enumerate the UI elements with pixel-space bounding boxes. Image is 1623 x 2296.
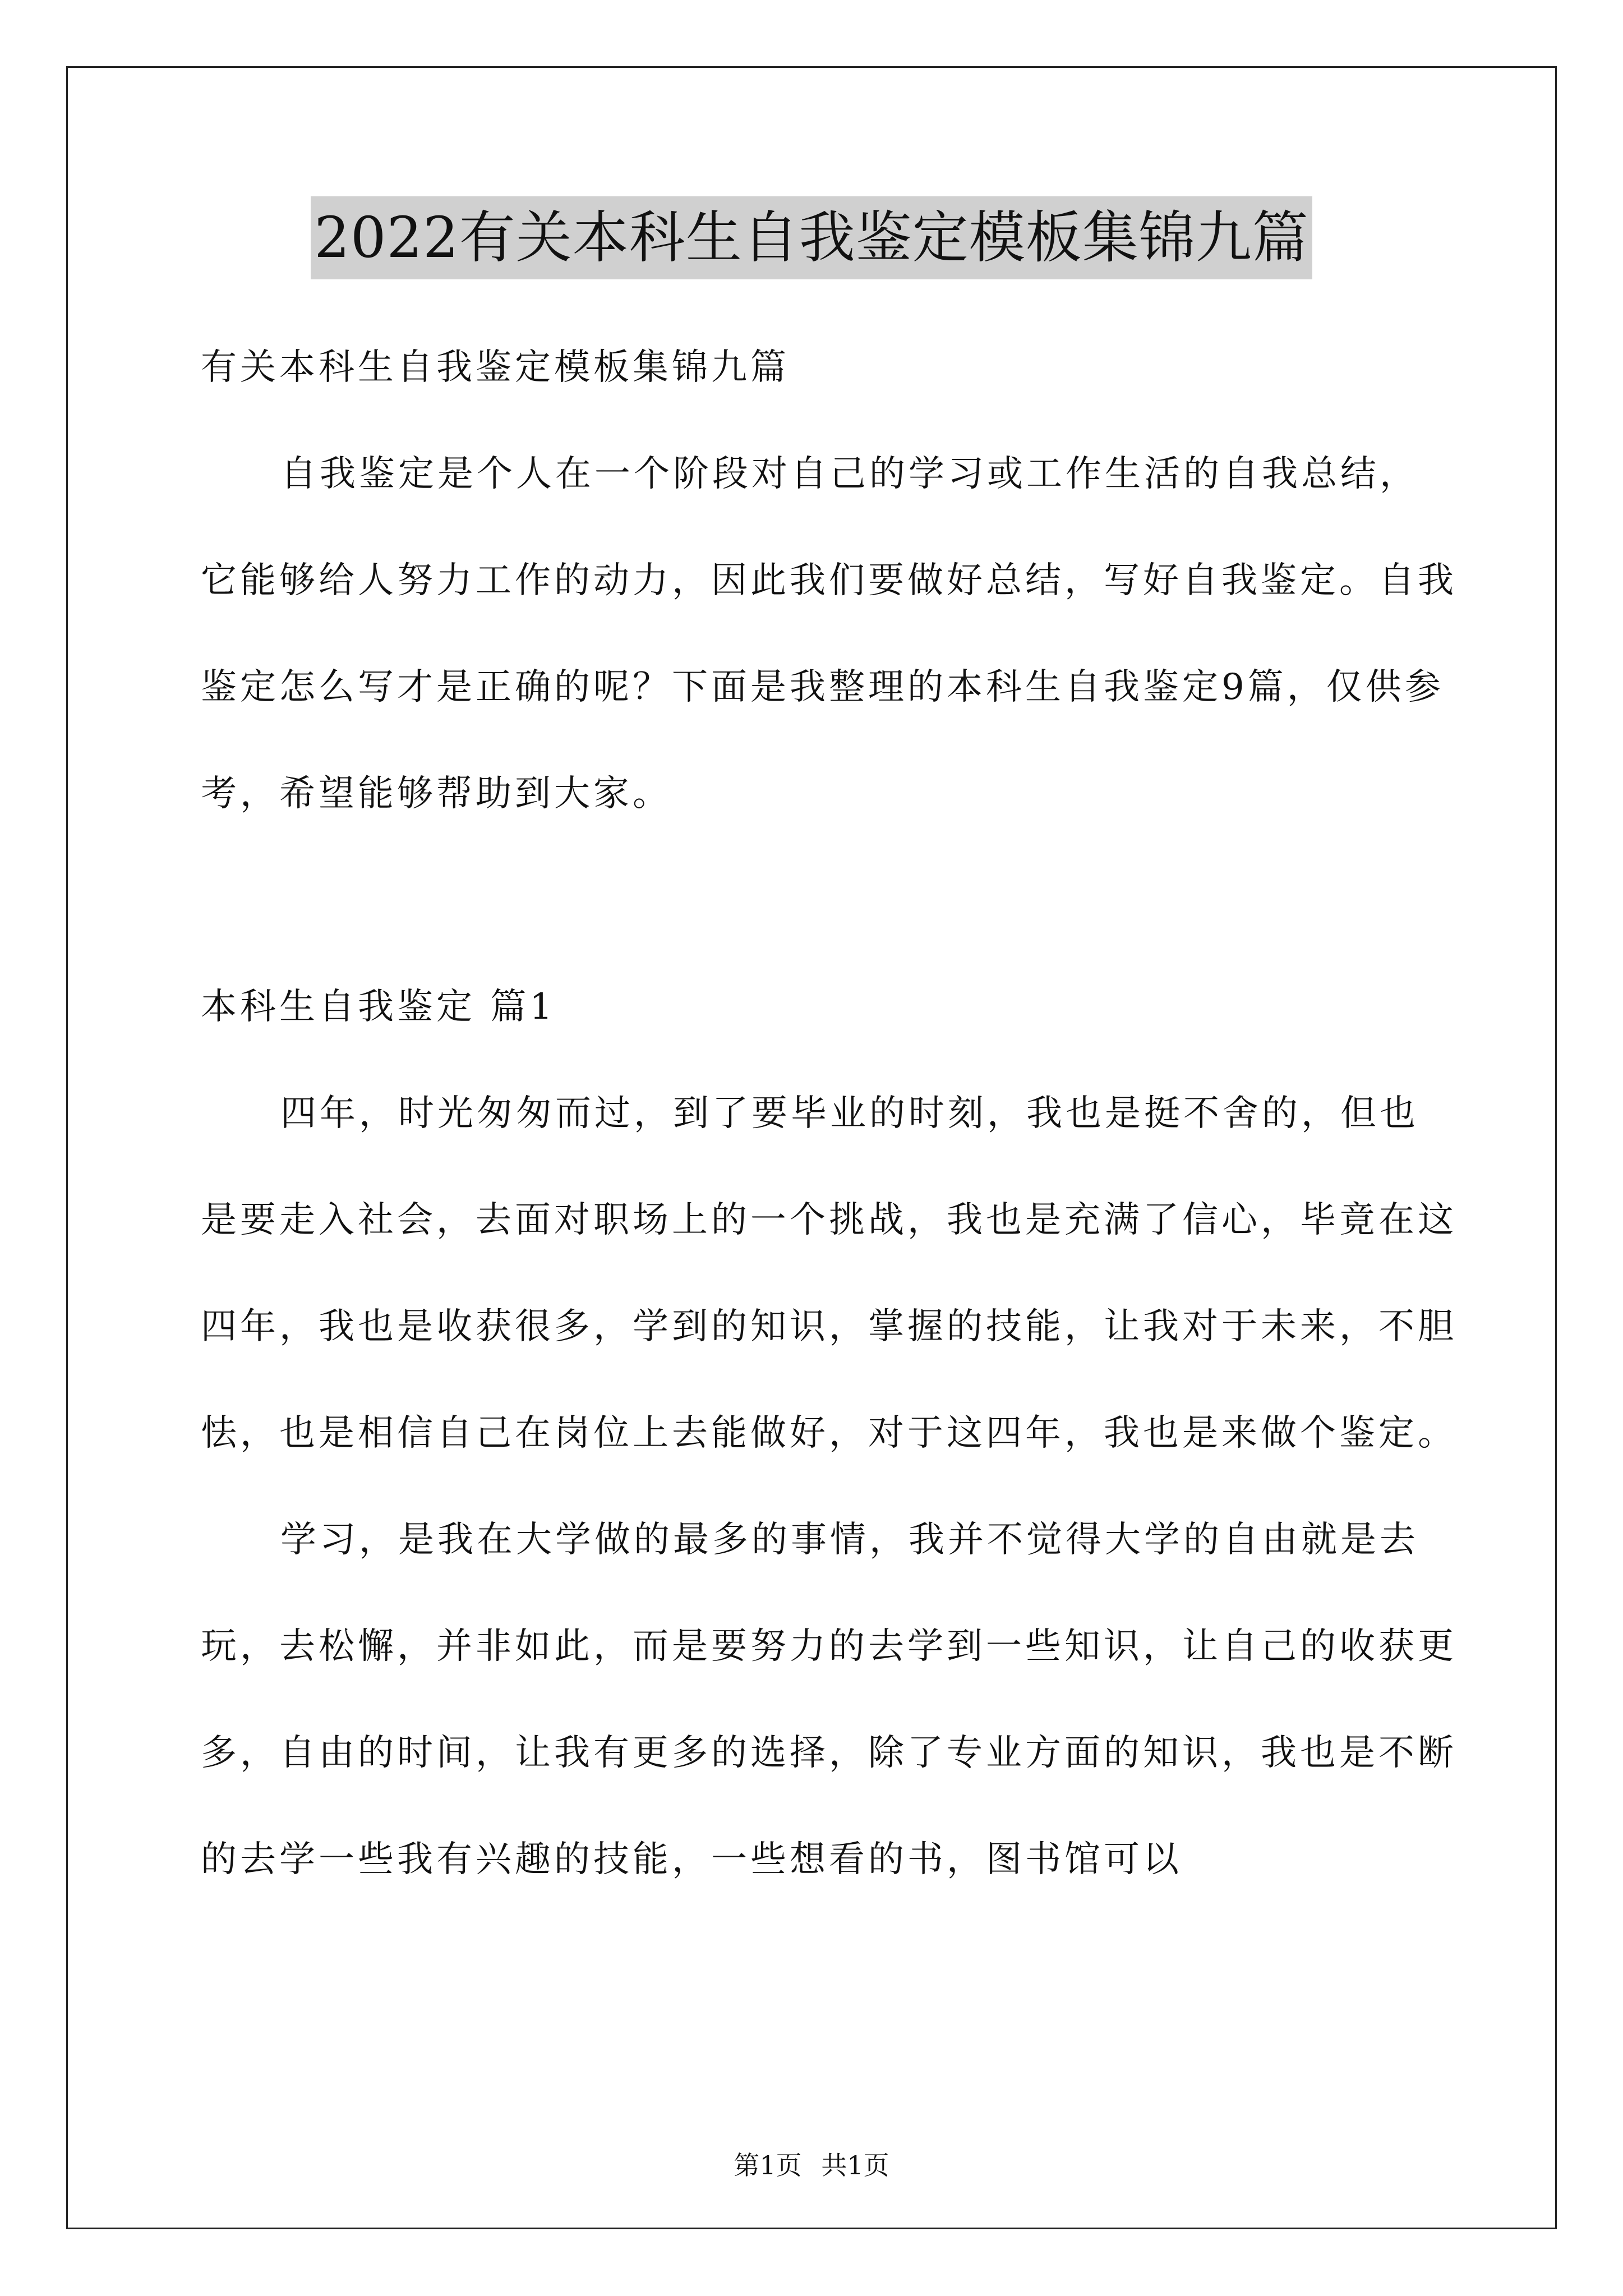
page-footer bbox=[0, 2148, 1623, 2182]
page-total: 共1页 bbox=[821, 2150, 889, 2180]
document-title: 2022有关本科生自我鉴定模板集锦九篇 bbox=[311, 196, 1312, 279]
document-subtitle: 有关本科生自我鉴定模板集锦九篇 bbox=[201, 347, 790, 388]
title-container bbox=[0, 196, 1623, 279]
section-heading: 本科生自我鉴定 篇1 bbox=[201, 986, 556, 1028]
intro-paragraph: 自我鉴定是个人在一个阶段对自己的学习或工作生活的自我总结，它能够给人努力工作的动力，因此我们要做好总结，写好自我鉴定。自我鉴定怎么写才是正确的呢？下面是我整理的本科生自我鉴定9篇，仅供参考，希望能够帮助到大家。 bbox=[201, 453, 1457, 815]
page-number: 第1页 bbox=[734, 2150, 802, 2180]
body-paragraph-1: 四年，时光匆匆而过，到了要毕业的时刻，我也是挺不舍的，但也是要走入社会，去面对职场上的一个挑战，我也是充满了信心，毕竟在这四年，我也是收获很多，学到的知识，掌握的技能，让我对于未来，不胆怯，也是相信自己在岗位上去能做好，对于这四年，我也是来做个鉴定。 bbox=[201, 1093, 1457, 1454]
document-body bbox=[201, 314, 1457, 1913]
body-paragraph-2: 学习，是我在大学做的最多的事情，我并不觉得大学的自由就是去玩，去松懈，并非如此，而是要努力的去学到一些知识，让自己的收获更多，自由的时间，让我有更多的选择，除了专业方面的知识，我也是不断的去学一些我有兴趣的技能，一些想看的书，图书馆可以 bbox=[201, 1519, 1457, 1880]
